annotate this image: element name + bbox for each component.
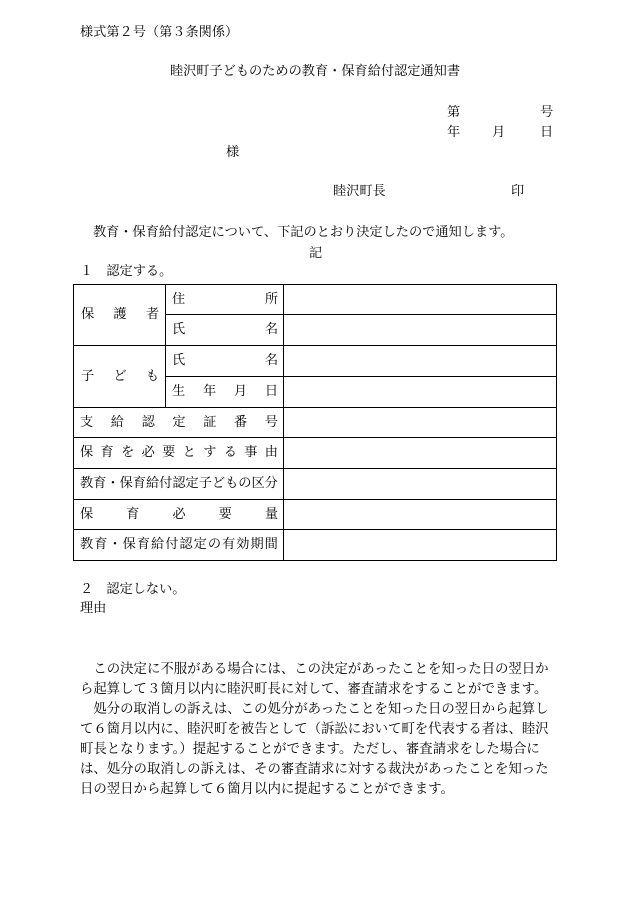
label-char: 者 (145, 307, 159, 322)
certificate-number-label (80, 415, 278, 431)
certificate-number-value (284, 408, 557, 438)
section2-heading: ２ 認定しない。 (80, 582, 186, 597)
care-amount-label (80, 507, 278, 523)
label-char: 付 (159, 476, 173, 491)
label-char: 定 (185, 476, 199, 491)
appeal-line: 処分の取消しの訴えは、この処分があったことを知った日の翌日から起算し (80, 702, 549, 717)
appeal-line: 町長となります。）提起することができます。ただし、審査請求をした場合に (80, 742, 540, 757)
validity-period-value (284, 530, 557, 561)
label-char: る (223, 445, 237, 460)
label-char: 名 (264, 322, 278, 337)
document-number-prefix: 第 (447, 105, 461, 120)
label-char: 期 (250, 537, 264, 552)
label-char: も (225, 476, 239, 491)
care-amount-value (284, 500, 557, 530)
label-char: す (203, 445, 217, 460)
guardian-address-label-cell (166, 285, 284, 315)
label-char: の (207, 537, 222, 552)
child-label-cell (74, 346, 166, 408)
label-char: 育 (132, 476, 146, 491)
label-char: 間 (264, 537, 278, 552)
label-char: 給 (151, 537, 165, 552)
label-char: 子 (81, 368, 95, 384)
label-char: 区 (251, 476, 265, 491)
label-char: 氏 (172, 353, 186, 368)
validity-period-label-cell (74, 530, 284, 561)
table-row (74, 285, 557, 315)
label-char: 保 (81, 307, 95, 322)
appeal-line: て６箇月以内に、睦沢町を被告として（訴訟において町を代表する者は、睦沢 (80, 722, 549, 737)
label-char: ・ (108, 537, 122, 552)
certification-table (73, 284, 557, 561)
reason-label: 理由 (80, 601, 107, 616)
label-char: 号 (264, 414, 278, 430)
label-char: 定 (172, 414, 186, 430)
label-char: 認 (179, 537, 193, 552)
appeal-line: 日の翌日から起算して６箇月以内に提起することができます。 (80, 782, 454, 797)
label-char: 教 (80, 537, 94, 552)
child-birthdate-label (172, 384, 278, 400)
table-row (74, 500, 557, 530)
label-char: 育 (126, 506, 140, 522)
label-char: 名 (264, 353, 278, 368)
label-char: ど (211, 476, 226, 491)
table-row (74, 469, 557, 500)
label-char: 分 (264, 476, 278, 491)
label-char: 生 (172, 384, 186, 399)
label-char: 要 (218, 506, 232, 522)
label-char: 育 (93, 476, 107, 491)
label-char: 給 (145, 476, 160, 491)
reason-for-care-label-cell (74, 438, 284, 469)
guardian-address-label (172, 292, 278, 308)
guardian-label-cell (74, 285, 166, 346)
ki-mark: 記 (309, 246, 323, 261)
recipient-honorific: 様 (226, 145, 240, 160)
notice-text: 教育・保育給付認定について、下記のとおり決定したので通知します。 (93, 225, 514, 240)
validity-period-label (80, 537, 278, 553)
child-label (81, 369, 159, 385)
label-char: 育 (100, 445, 114, 460)
label-char: 事 (244, 445, 258, 460)
reason-for-care-value (284, 438, 557, 469)
child-name-label (172, 353, 278, 369)
label-char: 月 (233, 384, 248, 399)
guardian-name-label (172, 322, 278, 338)
label-char: 育 (94, 537, 108, 552)
table-row (74, 530, 557, 561)
issuer-name: 睦沢町長 (333, 184, 386, 199)
label-char: 保 (122, 537, 136, 552)
appeal-notice (80, 660, 549, 800)
label-char: 保 (119, 476, 133, 491)
label-char: 由 (264, 445, 278, 460)
guardian-name-label-cell (166, 315, 284, 346)
form-number: 様式第２号（第３条関係） (80, 25, 239, 40)
label-char: ど (113, 368, 127, 384)
label-char: 証 (203, 414, 217, 430)
section1-heading: １ 認定する。 (80, 264, 173, 279)
label-char: 保 (80, 445, 94, 460)
label-char: 護 (113, 307, 127, 322)
label-char: 日 (264, 384, 278, 399)
label-char: 所 (264, 291, 278, 307)
label-char: 必 (172, 506, 186, 522)
label-char: 住 (172, 291, 186, 307)
label-char: 付 (165, 537, 179, 552)
label-char: 量 (264, 506, 278, 522)
label-char: 育 (136, 537, 150, 552)
guardian-name-value (284, 315, 557, 346)
label-char: 要 (162, 445, 176, 460)
label-char: 給 (110, 414, 124, 430)
label-char: 定 (193, 537, 207, 552)
child-birthdate-label-cell (166, 377, 284, 408)
table-row (74, 408, 557, 438)
date-month-label: 月 (492, 125, 506, 140)
guardian-label (81, 307, 159, 323)
reason-for-care-label (80, 445, 278, 461)
child-name-label-cell (166, 346, 284, 377)
label-char: と (182, 445, 196, 460)
label-char: を (121, 445, 135, 460)
label-char: も (145, 368, 159, 384)
label-char: の (238, 476, 252, 491)
date-day-label: 日 (540, 125, 554, 140)
label-char: 支 (80, 414, 94, 430)
guardian-address-value (284, 285, 557, 315)
child-name-value (284, 346, 557, 377)
certificate-number-label-cell (74, 408, 284, 438)
label-char: ・ (106, 476, 120, 491)
label-char: 認 (172, 476, 186, 491)
label-char: 教 (80, 476, 94, 491)
label-char: 効 (236, 537, 250, 552)
appeal-line: ら起算して３箇月以内に睦沢町長に対して、審査請求をすることができます。 (80, 682, 548, 697)
child-category-label-cell (74, 469, 284, 500)
label-char: 年 (202, 384, 217, 399)
label-char: 子 (198, 476, 212, 491)
table-row (74, 346, 557, 377)
label-char: 保 (80, 506, 94, 522)
appeal-line: この決定に不服がある場合には、この決定があったことを知った日の翌日か (80, 662, 549, 677)
label-char: 番 (233, 414, 248, 430)
label-char: 認 (141, 414, 155, 430)
child-birthdate-value (284, 377, 557, 408)
label-char: 有 (222, 537, 236, 552)
label-char: 必 (141, 445, 155, 460)
label-char: 氏 (172, 322, 186, 337)
child-category-value (284, 469, 557, 500)
table-row (74, 438, 557, 469)
document-number-suffix: 号 (540, 105, 554, 120)
care-amount-label-cell (74, 500, 284, 530)
appeal-line: は、処分の取消しの訴えは、その審査請求に対する裁決があったことを知った (80, 762, 549, 777)
child-category-label (80, 476, 278, 492)
seal-mark: 印 (511, 184, 525, 199)
document-title: 睦沢町子どものための教育・保育給付認定通知書 (169, 64, 461, 79)
date-year-label: 年 (447, 125, 461, 140)
